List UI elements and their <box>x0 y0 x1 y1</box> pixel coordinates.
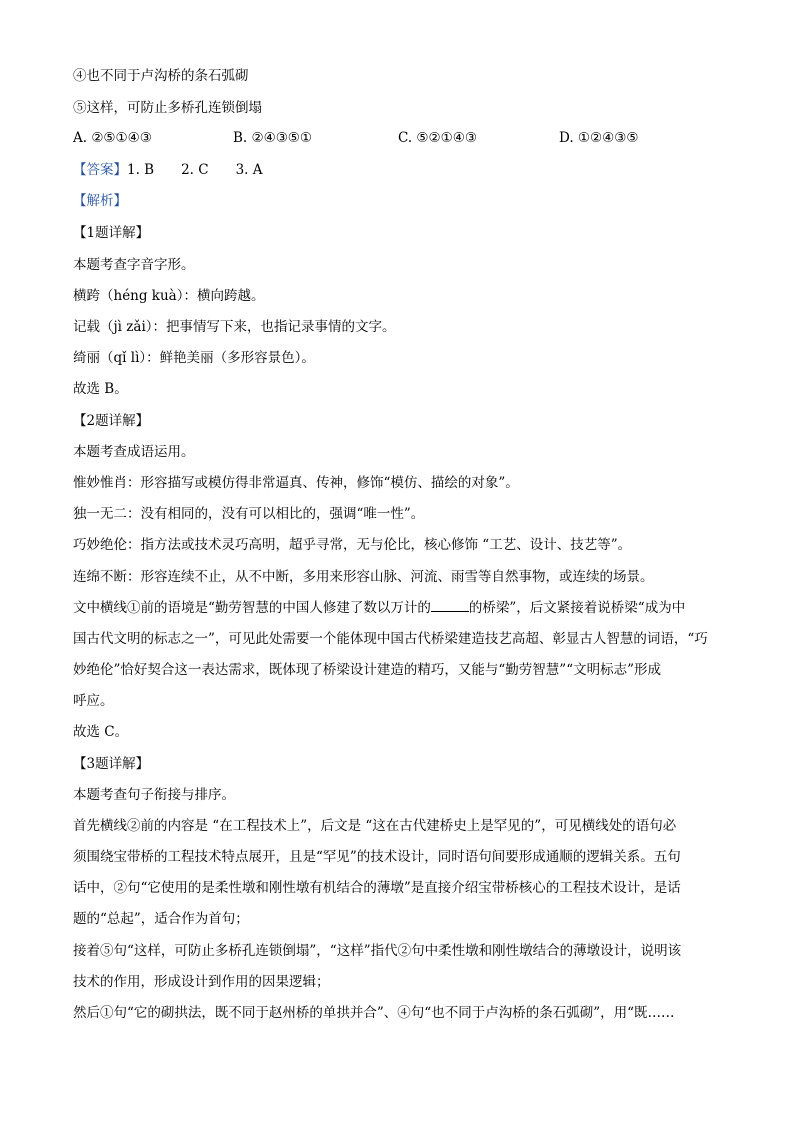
sentence-4: ④也不同于卢沟桥的条石弧砌 <box>73 68 249 84</box>
q1-title: 【1题详解】 <box>73 225 150 241</box>
q1-line: 绮丽（qǐ lì）：鲜艳美丽（多形容景色）。 <box>73 350 315 366</box>
q3-line: 本题考查句子衔接与排序。 <box>73 787 235 803</box>
option-b: B. ②④③⑤① <box>233 130 313 146</box>
analysis-tag: 【解析】 <box>73 193 127 209</box>
q2-para-b: 的桥梁”，后文紧接着说桥梁“成为中 <box>468 600 686 616</box>
q2-line: 独一无二：没有相同的，没有可以相比的，强调“唯一性”。 <box>73 506 425 522</box>
q3-title: 【3题详解】 <box>73 756 150 772</box>
q2-paragraph-line: 呼应。 <box>73 693 114 709</box>
q3-line: 首先横线②前的内容是 “在工程技术上”，后文是 “这在古代建桥史上是罕见的”，可见横线处的语句必 <box>73 818 677 834</box>
q2-paragraph-line: 国古代文明的标志之一”，可见此处需要一个能体现中国古代桥梁建造技艺高超、彰显古人智慧的词语，“巧 <box>73 631 708 647</box>
q3-line: 话中，②句“它使用的是柔性墩和刚性墩有机结合的薄墩”是直接介绍宝带桥核心的工程技术设计，是话 <box>73 880 681 896</box>
q2-para-a: 文中横线①前的语境是“勤劳智慧的中国人修建了数以万计的 <box>73 600 431 616</box>
q2-title: 【2题详解】 <box>73 413 150 429</box>
option-d: D. ①②④③⑤ <box>559 130 639 146</box>
sentence-5: ⑤这样，可防止多桥孔连锁倒塌 <box>73 100 262 116</box>
q2-line: 连绵不断：形容连续不止，从不中断，多用来形容山脉、河流、雨雪等自然事物，或连续的场景。 <box>73 569 654 585</box>
option-a: A. ②⑤①④③ <box>73 130 152 146</box>
answer-tag: 【答案】 <box>73 162 127 178</box>
q3-line: 须围绕宝带桥的工程技术特点展开，且是“罕见”的技术设计，同时语句间要形成通顺的逻辑关系。五句 <box>73 849 681 865</box>
answer-line <box>73 160 263 180</box>
q3-line: 技术的作用，形成设计到作用的因果逻辑； <box>73 974 330 990</box>
option-c: C. ⑤②①④③ <box>398 130 477 146</box>
fill-blank <box>431 599 469 612</box>
q1-line: 故选 B。 <box>73 381 128 397</box>
q2-line: 惟妙惟肖：形容描写或模仿得非常逼真、传神，修饰“模仿、描绘的对象”。 <box>73 475 519 491</box>
q2-conclusion: 故选 C。 <box>73 724 129 740</box>
answer-text: 1. B 2. C 3. A <box>127 162 263 178</box>
q2-paragraph-line: 妙绝伦”恰好契合这一表达需求，既体现了桥梁设计建造的精巧，又能与“勤劳智慧”“文明标志”形成 <box>73 662 662 678</box>
q1-line: 本题考查字音字形。 <box>73 257 195 273</box>
q2-line: 巧妙绝伦：指方法或技术灵巧高明，超乎寻常，无与伦比，核心修饰 “工艺、设计、技艺等”。 <box>73 537 632 553</box>
q1-line: 记载（jì zǎi）：把事情写下来，也指记录事情的文字。 <box>73 319 396 335</box>
q3-line: 然后①句“它的砌拱法，既不同于赵州桥的单拱并合”、④句“也不同于卢沟桥的条石弧砌”，用“既…… <box>73 1005 675 1021</box>
q3-line: 接着⑤句“这样，可防止多桥孔连锁倒塌”，“这样”指代②句中柔性墩和刚性墩结合的薄墩设计，说明该 <box>73 943 682 959</box>
q2-line: 本题考查成语运用。 <box>73 444 195 460</box>
answer-options <box>73 130 733 150</box>
q2-paragraph-line <box>73 598 685 618</box>
q3-line: 题的“总起”，适合作为首句； <box>73 911 249 927</box>
q1-line: 横跨（héng kuà）：横向跨越。 <box>73 288 265 304</box>
